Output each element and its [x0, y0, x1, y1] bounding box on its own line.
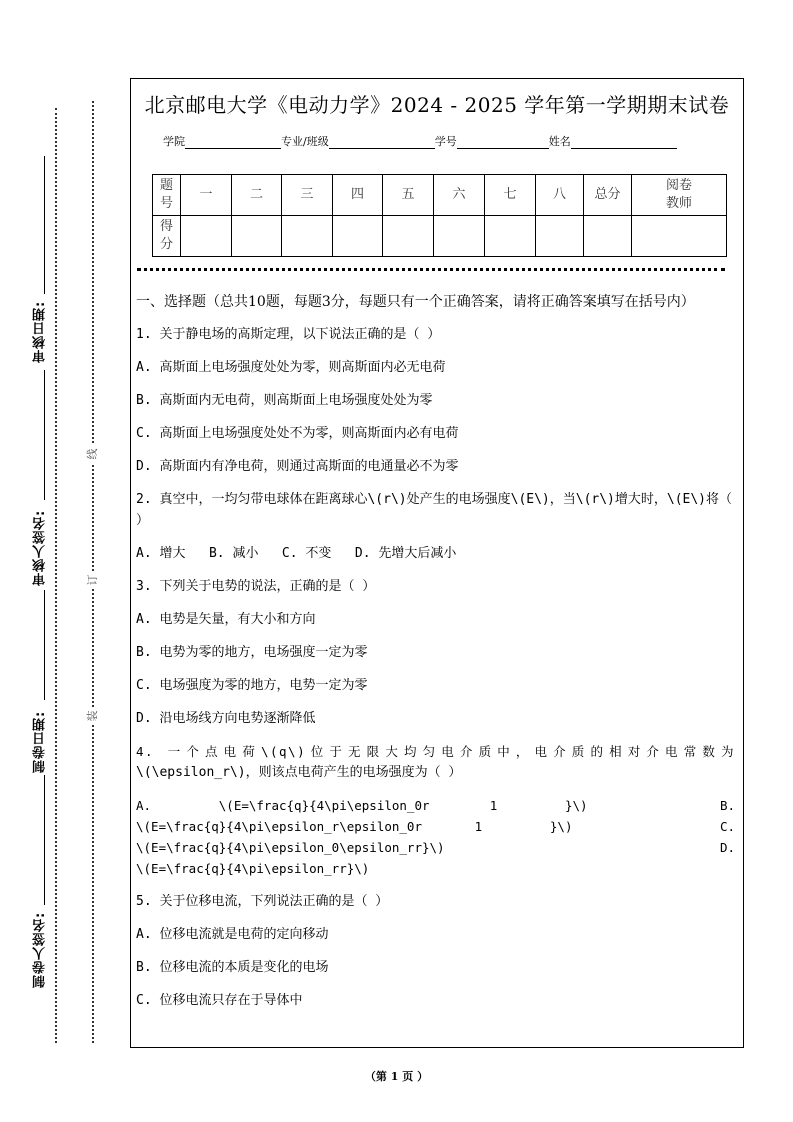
col-3: 三: [282, 175, 333, 216]
question-3-stem: 3. 下列关于电势的说法，正确的是（ ）: [136, 579, 376, 594]
score-cell-3[interactable]: [282, 216, 333, 257]
major-class-field[interactable]: [329, 136, 435, 149]
major-class-label: 专业/班级: [281, 135, 329, 148]
exam-title: 北京邮电大学《电动力学》2024 - 2025 学年第一学期期末试卷: [144, 93, 730, 117]
question-2-options: A. 增大 B. 减小 C. 不变 D. 先增大后减小: [136, 546, 457, 561]
question-3-option-c: C. 电场强度为零的地方，电势一定为零: [136, 678, 368, 693]
student-id-label: 学号: [434, 135, 457, 148]
preparer-signature-line: [44, 775, 45, 905]
name-field[interactable]: [571, 136, 677, 149]
question-5-option-b: B. 位移电流的本质是变化的电场: [136, 960, 329, 975]
formula-line-4: \(E=\frac{q}{4\pi\epsilon_rr}\): [136, 861, 370, 876]
question-1-option-d: D. 高斯面内有净电荷，则通过高斯面的电通量必不为零: [136, 459, 459, 474]
score-cell-grader[interactable]: [632, 216, 727, 257]
question-5-option-c: C. 位移电流只存在于导体中: [136, 993, 303, 1008]
student-id-field[interactable]: [457, 136, 549, 149]
question-5-stem: 5. 关于位移电流，下列说法正确的是（ ）: [136, 894, 389, 909]
col-grader: 阅卷教师: [632, 175, 727, 216]
score-cell-1[interactable]: [181, 216, 232, 257]
college-field[interactable]: [185, 136, 281, 149]
exam-frame: [130, 78, 744, 1048]
formula-line-1: A. \(E=\frac{q}{4\pi\epsilon_0r 1 }\) B.: [136, 798, 735, 813]
score-table-score-row: [153, 216, 727, 257]
score-cell-5[interactable]: [383, 216, 434, 257]
col-4: 四: [333, 175, 383, 216]
reviewer-signature-label: 审核人签名:: [33, 509, 48, 586]
binding-mark-line: 线: [85, 445, 101, 463]
score-table-header-row: [153, 175, 727, 216]
question-4-stem-line2: \(\epsilon_r\)，则该点电荷产生的电场强度为（ ）: [136, 765, 462, 780]
col-7: 七: [485, 175, 536, 216]
score-cell-total[interactable]: [584, 216, 632, 257]
question-1-option-c: C. 高斯面上电场强度处处不为零，则高斯面内必有电荷: [136, 426, 459, 441]
score-cell-7[interactable]: [485, 216, 536, 257]
prepare-date-label: 制卷日期:: [33, 710, 48, 774]
score-table: [152, 174, 727, 257]
question-3-option-a: A. 电势是矢量，有大小和方向: [136, 612, 316, 627]
col-total: 总分: [584, 175, 632, 216]
formula-line-3: \(E=\frac{q}{4\pi\epsilon_0\epsilon_rr}\) D.: [136, 840, 735, 855]
score-head: 得分: [153, 216, 181, 257]
score-cell-6[interactable]: [434, 216, 485, 257]
col-6: 六: [434, 175, 485, 216]
question-number-head: 题号: [153, 175, 181, 216]
question-1-option-b: B. 高斯面内无电荷，则高斯面上电场强度处处为零: [136, 393, 433, 408]
reviewer-signature-line: [44, 370, 45, 500]
formula-line-2: \(E=\frac{q}{4\pi\epsilon_r\epsilon_0r 1 }\) C.: [136, 819, 735, 834]
score-cell-4[interactable]: [333, 216, 383, 257]
prepare-date-line: [44, 590, 45, 700]
page-number: （第 1 页 ）: [364, 1070, 429, 1083]
question-3-option-d: D. 沿电场线方向电势逐渐降低: [136, 711, 316, 726]
exam-content: [136, 291, 735, 1023]
section-heading: 一、选择题（总共10题，每题3分，每题只有一个正确答案，请将正确答案填写在括号内）: [136, 294, 695, 310]
dotted-separator: [137, 268, 725, 271]
col-5: 五: [383, 175, 434, 216]
question-1-stem: 1. 关于静电场的高斯定理，以下说法正确的是（ ）: [136, 327, 441, 342]
review-date-line: [44, 156, 45, 294]
student-info-row: [163, 133, 677, 149]
question-4-options: [136, 795, 735, 879]
score-cell-2[interactable]: [232, 216, 282, 257]
question-4-stem-line1: 4. 一个点电荷\(q\)位于无限大均匀电介质中，电介质的相对介电常数为: [136, 744, 735, 759]
question-2-stem: 2. 真空中，一均匀带电球体在距离球心\(r\)处产生的电场强度\(E\)，当\(r\)增大时，\(E\)将（ ）: [136, 492, 733, 528]
binding-mark-bind: 装: [85, 707, 101, 725]
preparer-signature-label: 制卷人签名:: [33, 911, 48, 989]
score-cell-8[interactable]: [536, 216, 584, 257]
college-label: 学院: [163, 135, 185, 148]
col-2: 二: [232, 175, 282, 216]
name-label: 姓名: [548, 135, 571, 148]
col-1: 一: [181, 175, 232, 216]
binding-mark-staple: 订: [85, 571, 101, 589]
col-8: 八: [536, 175, 584, 216]
review-date-label: 审核日期:: [33, 300, 48, 364]
question-1-option-a: A. 高斯面上电场强度处处为零，则高斯面内必无电荷: [136, 360, 446, 375]
question-3-option-b: B. 电势为零的地方，电场强度一定为零: [136, 645, 368, 660]
question-5-option-a: A. 位移电流就是电荷的定向移动: [136, 927, 329, 942]
